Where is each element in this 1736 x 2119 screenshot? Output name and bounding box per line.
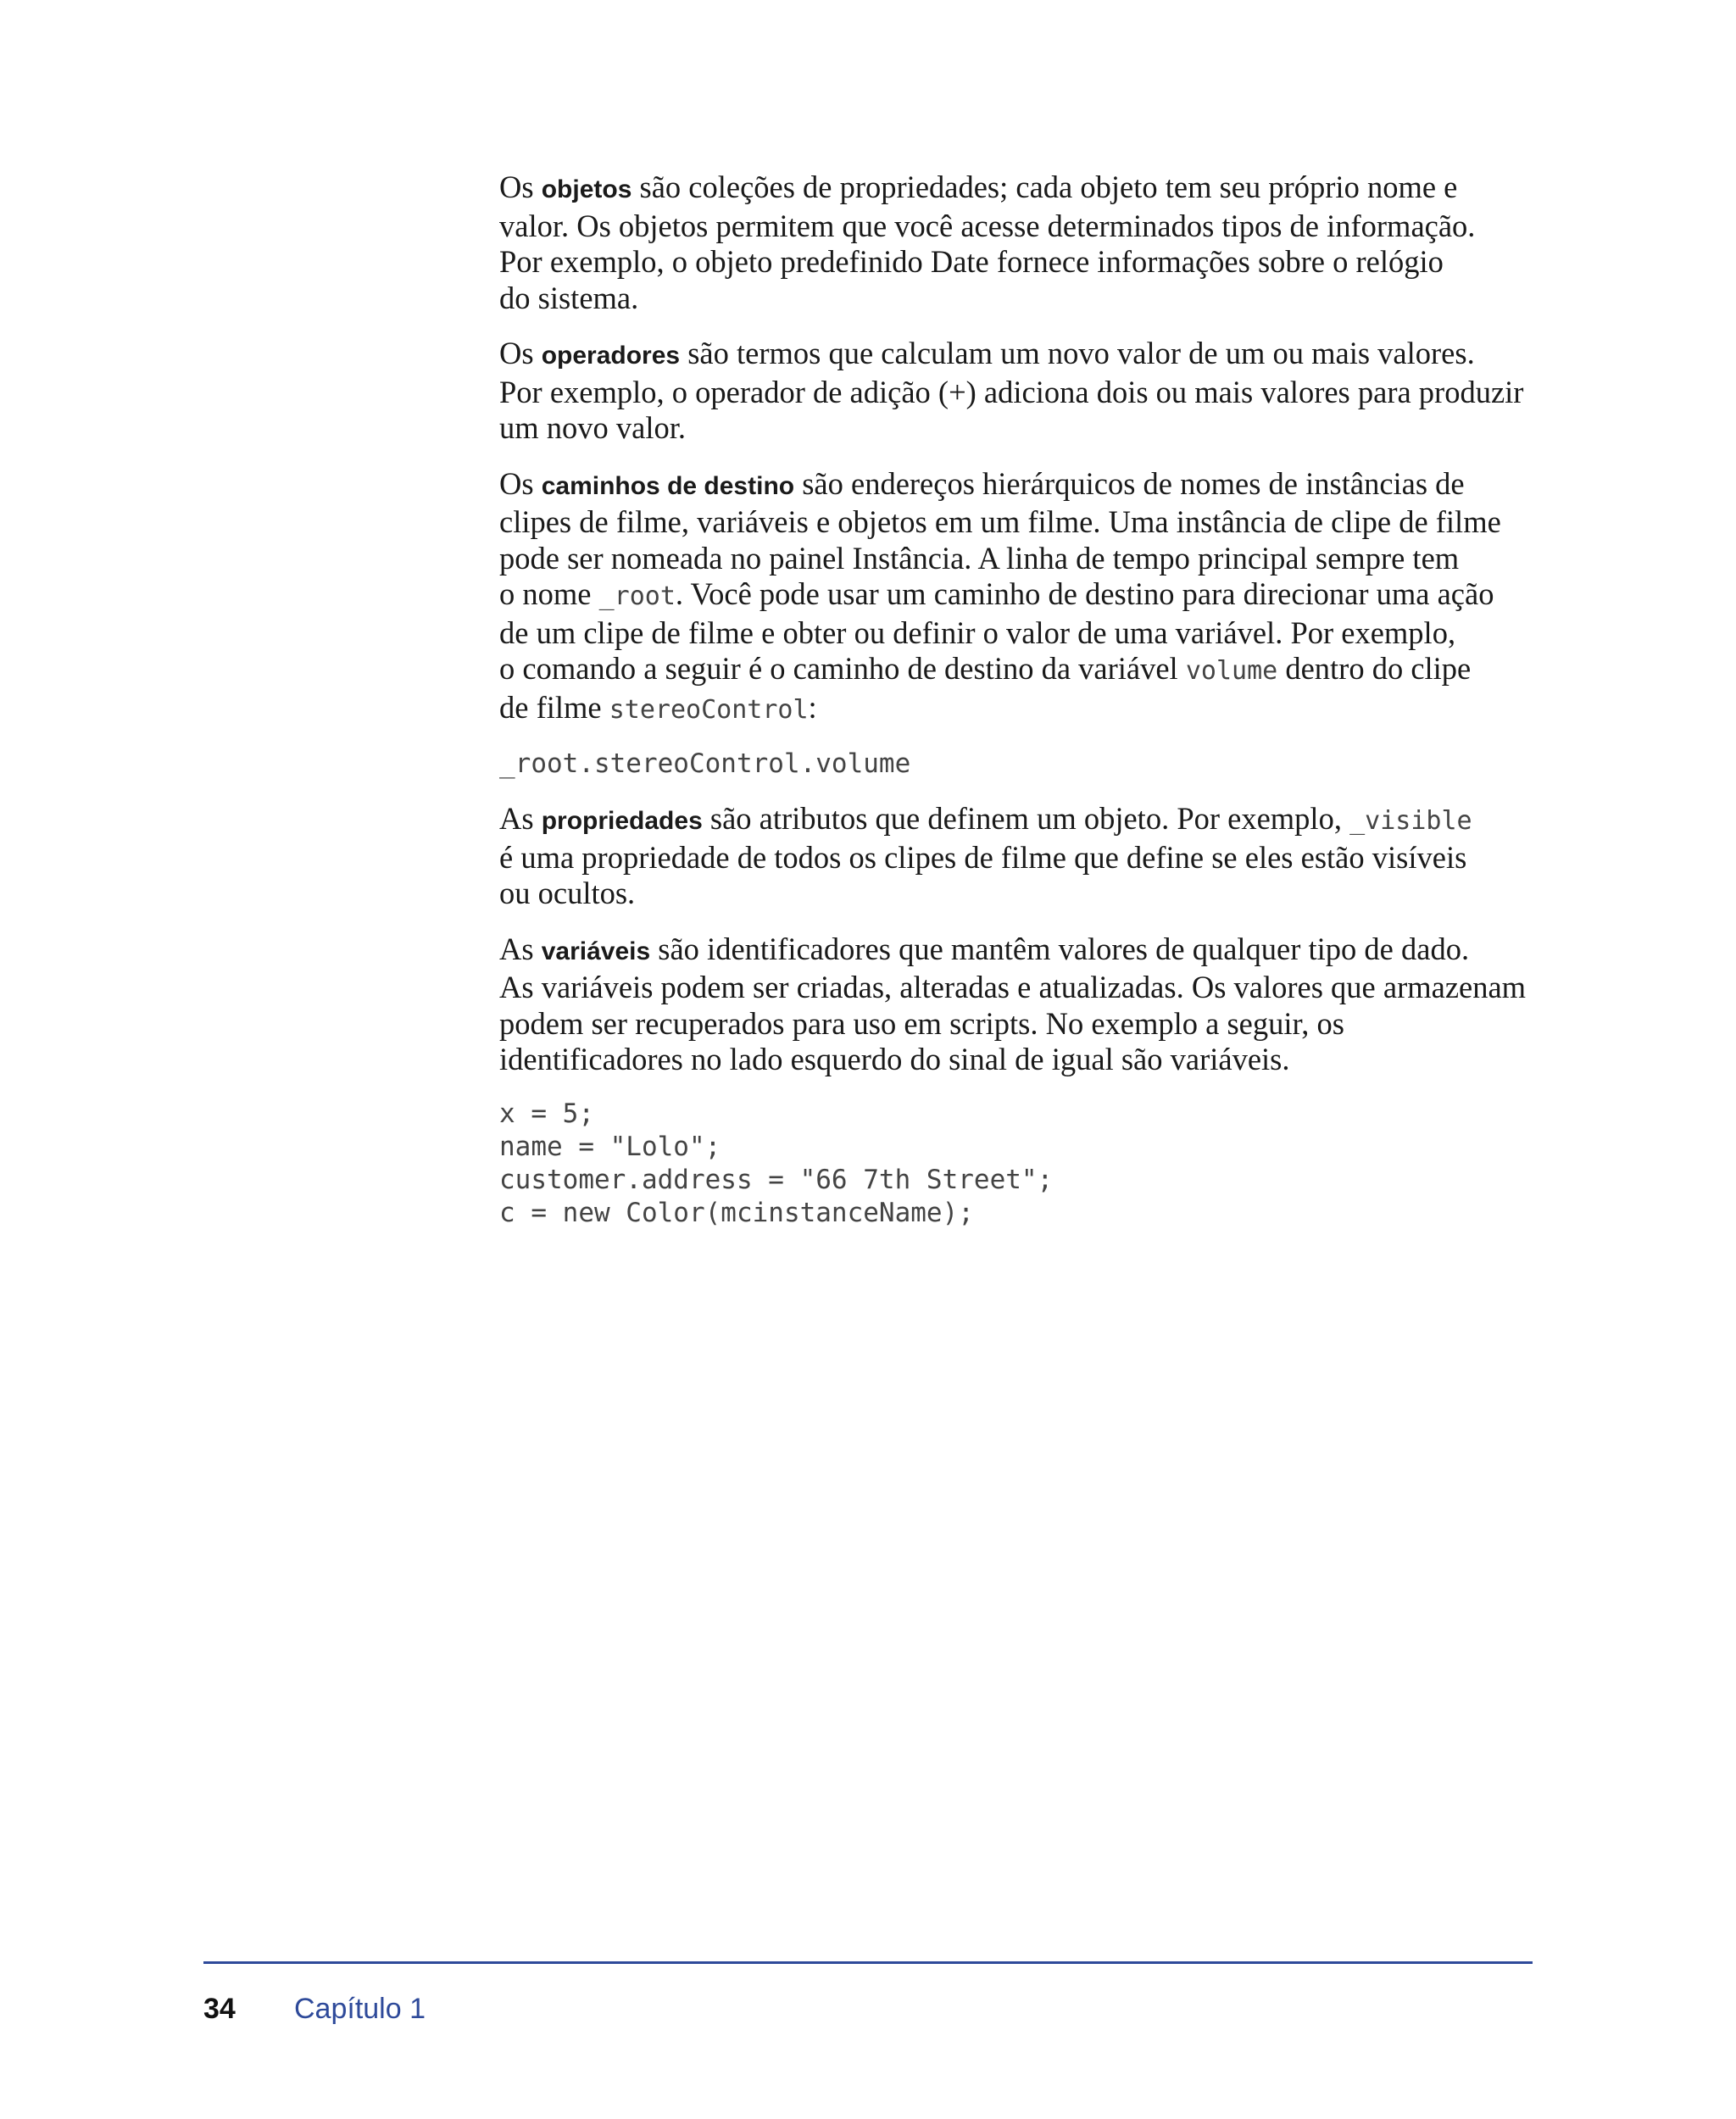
- text-run: Os: [499, 170, 542, 204]
- text-line: do sistema.: [499, 280, 639, 315]
- page-number: 34: [203, 1993, 236, 2025]
- text-run: :: [808, 689, 817, 725]
- inline-code-root: _root: [598, 581, 676, 611]
- code-line: _root.stereoControl.volume: [499, 748, 911, 779]
- code-block-variables: [499, 1098, 1533, 1230]
- inline-code-stereocontrol: stereoControl: [609, 694, 809, 725]
- paragraph-operators: [499, 336, 1533, 447]
- text-line: [499, 690, 1533, 729]
- term-objetos: objetos: [541, 175, 632, 203]
- text-line: um novo valor.: [499, 410, 686, 445]
- text-line: é uma propriedade de todos os clipes de filme que define se eles estão visíveis: [499, 839, 1467, 875]
- text-run: As: [499, 931, 542, 966]
- text-line: ou ocultos.: [499, 876, 636, 910]
- code-line: x = 5;: [499, 1098, 594, 1129]
- text-run: são atributos que definem um objeto. Por exemplo,: [702, 801, 1350, 836]
- text-line: Por exemplo, o operador de adição (+) adiciona dois ou mais valores para produzir: [499, 374, 1524, 409]
- text-line: [499, 170, 1533, 209]
- text-run: As: [499, 801, 542, 836]
- paragraph-target-paths: [499, 466, 1533, 729]
- text-line: [499, 651, 1533, 690]
- term-propriedades: propriedades: [541, 807, 703, 835]
- term-variaveis: variáveis: [541, 937, 651, 965]
- text-run: Os: [499, 336, 542, 370]
- text-line: valor. Os objetos permitem que você acesse determinados tipos de informação.: [499, 208, 1476, 243]
- text-line: identificadores no lado esquerdo do sinal de igual são variáveis.: [499, 1042, 1290, 1076]
- text-line: [499, 576, 1533, 615]
- footer-divider: [203, 1961, 1533, 1964]
- inline-code-volume: volume: [1185, 656, 1278, 686]
- inline-code-visible: _visible: [1349, 806, 1472, 836]
- text-run: o comando a seguir é o caminho de destino da variável: [499, 651, 1186, 686]
- code-block-target-path: [499, 748, 1533, 781]
- code-line: name = "Lolo";: [499, 1131, 721, 1162]
- text-run: são coleções de propriedades; cada objeto tem seu próprio nome e: [632, 170, 1458, 204]
- text-run: são termos que calculam um novo valor de um ou mais valores.: [680, 336, 1475, 370]
- paragraph-properties: [499, 801, 1533, 912]
- paragraph-objects: [499, 170, 1533, 316]
- text-line: [499, 801, 1533, 840]
- text-line: [499, 336, 1533, 375]
- text-run: são identificadores que mantêm valores de qualquer tipo de dado.: [650, 931, 1470, 966]
- text-line: [499, 466, 1533, 505]
- text-line: clipes de filme, variáveis e objetos em um filme. Uma instância de clipe de filme: [499, 504, 1501, 539]
- chapter-label: Capítulo 1: [294, 1993, 426, 2025]
- text-run: Os: [499, 465, 542, 501]
- page-footer: [203, 1992, 426, 2026]
- text-run: de filme: [499, 689, 609, 725]
- text-line: pode ser nomeada no painel Instância. A linha de tempo principal sempre tem: [499, 540, 1460, 576]
- text-run: o nome: [499, 576, 599, 611]
- term-caminhos-de-destino: caminhos de destino: [541, 471, 795, 500]
- page-body: [499, 170, 1533, 1250]
- term-operadores: operadores: [541, 342, 681, 370]
- text-line: Por exemplo, o objeto predefinido Date fornece informações sobre o relógio: [499, 244, 1444, 279]
- text-run: . Você pode usar um caminho de destino para direcionar uma ação: [675, 576, 1494, 611]
- text-line: podem ser recuperados para uso em scripts. No exemplo a seguir, os: [499, 1005, 1344, 1041]
- text-line: As variáveis podem ser criadas, alteradas e atualizadas. Os valores que armazenam: [499, 970, 1527, 1004]
- paragraph-variables: [499, 932, 1533, 1078]
- text-run: dentro do clipe: [1277, 651, 1472, 686]
- code-line: customer.address = "66 7th Street";: [499, 1164, 1054, 1195]
- text-line: de um clipe de filme e obter ou definir o valor de uma variável. Por exemplo,: [499, 615, 1456, 650]
- text-run: são endereços hierárquicos de nomes de instâncias de: [794, 465, 1465, 501]
- text-line: [499, 932, 1533, 971]
- code-line: c = new Color(mcinstanceName);: [499, 1197, 974, 1228]
